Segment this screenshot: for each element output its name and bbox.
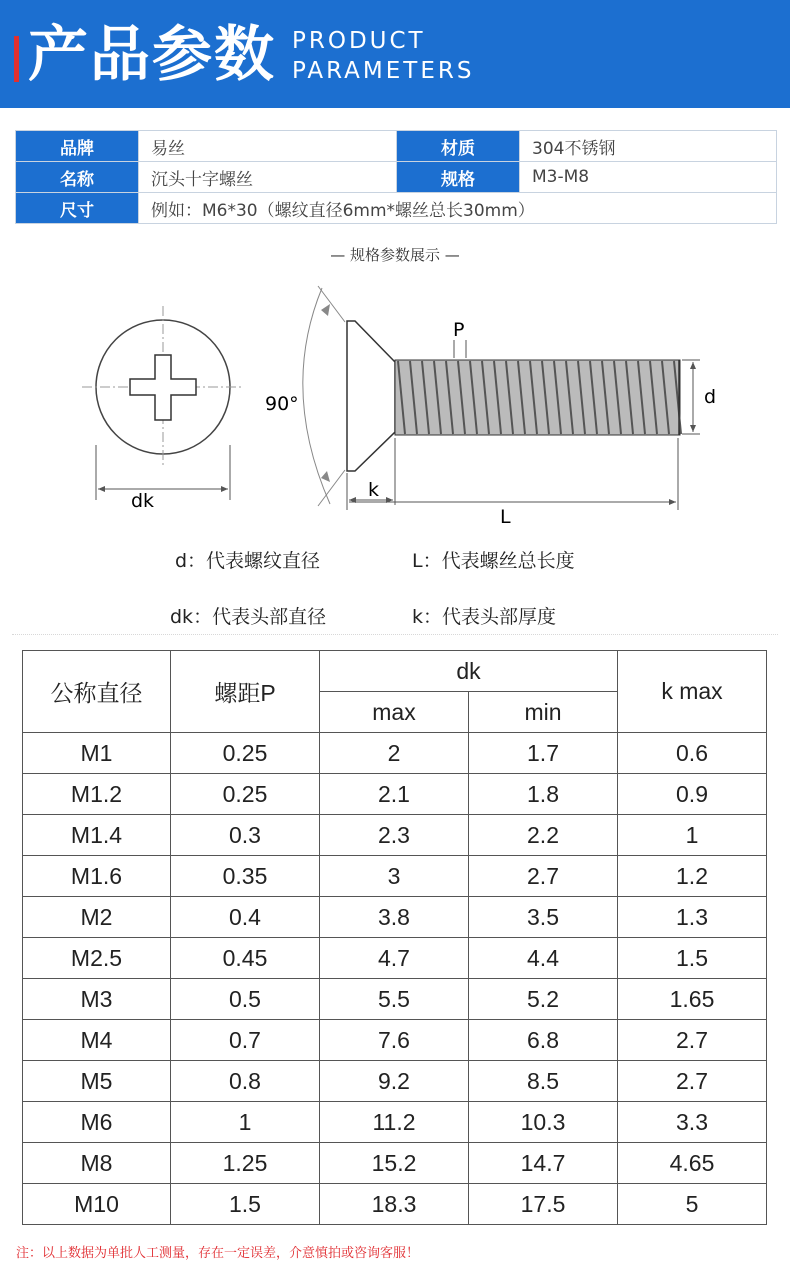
cell-pitch: 1 [171, 1102, 320, 1143]
material-label: 材质 [397, 131, 520, 162]
cell-nominal: M5 [23, 1061, 171, 1102]
cell-kmax: 1.5 [618, 938, 767, 979]
cell-kmax: 0.6 [618, 733, 767, 774]
cell-pitch: 0.7 [171, 1020, 320, 1061]
table-row [23, 1184, 767, 1225]
cell-pitch: 1.5 [171, 1184, 320, 1225]
cell-dk-min: 2.7 [469, 856, 618, 897]
k-label: k [368, 479, 380, 501]
cell-nominal: M6 [23, 1102, 171, 1143]
spec-value: M3-M8 [520, 162, 777, 193]
params-row [16, 162, 777, 193]
spec-table-body [23, 733, 767, 1225]
page-title-en-line2: PARAMETERS [292, 58, 475, 84]
legend-dk: dk：代表头部直径 [170, 606, 327, 628]
diagram-title: — 规格参数展示 — [330, 246, 460, 264]
legend-d: d：代表螺纹直径 [175, 550, 321, 572]
params-row [16, 131, 777, 162]
cell-nominal: M4 [23, 1020, 171, 1061]
cell-nominal: M1.2 [23, 774, 171, 815]
cell-kmax: 1.65 [618, 979, 767, 1020]
cell-dk-max: 18.3 [320, 1184, 469, 1225]
cell-nominal: M2 [23, 897, 171, 938]
spec-label: 规格 [397, 162, 520, 193]
cell-nominal: M1.4 [23, 815, 171, 856]
cell-nominal: M10 [23, 1184, 171, 1225]
screw-diagram [0, 270, 790, 530]
material-value: 304不锈钢 [520, 131, 777, 162]
header-dk: dk [320, 651, 618, 692]
dk-label: dk [131, 490, 155, 512]
cell-dk-min: 6.8 [469, 1020, 618, 1061]
angle-label: 90° [265, 393, 299, 415]
header-nominal: 公称直径 [23, 651, 171, 733]
brand-label: 品牌 [16, 131, 139, 162]
head-top-view [82, 306, 244, 500]
cell-dk-max: 7.6 [320, 1020, 469, 1061]
spec-table [22, 650, 767, 1225]
table-row [23, 938, 767, 979]
cell-kmax: 4.65 [618, 1143, 767, 1184]
accent-bar [14, 36, 19, 82]
cell-dk-min: 8.5 [469, 1061, 618, 1102]
cell-kmax: 0.9 [618, 774, 767, 815]
page-title-en-line1: PRODUCT [292, 28, 426, 54]
cell-dk-max: 5.5 [320, 979, 469, 1020]
divider [12, 634, 778, 635]
header-dk-max: max [320, 692, 469, 733]
cell-nominal: M1.6 [23, 856, 171, 897]
cell-kmax: 2.7 [618, 1020, 767, 1061]
cell-kmax: 1.3 [618, 897, 767, 938]
table-row [23, 897, 767, 938]
cell-dk-max: 4.7 [320, 938, 469, 979]
cell-dk-min: 14.7 [469, 1143, 618, 1184]
cell-dk-min: 3.5 [469, 897, 618, 938]
header-banner [0, 0, 790, 108]
cell-pitch: 0.8 [171, 1061, 320, 1102]
header-pitch: 螺距P [171, 651, 320, 733]
cell-dk-max: 3 [320, 856, 469, 897]
footer-note: 注：以上数据为单批人工测量，存在一定误差，介意慎拍或咨询客服！ [16, 1246, 420, 1261]
cell-pitch: 0.4 [171, 897, 320, 938]
cell-pitch: 0.25 [171, 774, 320, 815]
cell-pitch: 0.3 [171, 815, 320, 856]
cell-kmax: 2.7 [618, 1061, 767, 1102]
cell-dk-min: 10.3 [469, 1102, 618, 1143]
cell-pitch: 0.25 [171, 733, 320, 774]
table-row [23, 774, 767, 815]
cell-dk-min: 1.7 [469, 733, 618, 774]
params-row [16, 193, 777, 224]
cell-nominal: M2.5 [23, 938, 171, 979]
name-value: 沉头十字螺丝 [139, 162, 397, 193]
cell-kmax: 5 [618, 1184, 767, 1225]
cell-nominal: M3 [23, 979, 171, 1020]
cell-pitch: 1.25 [171, 1143, 320, 1184]
size-label: 尺寸 [16, 193, 139, 224]
brand-value: 易丝 [139, 131, 397, 162]
cell-dk-max: 2.3 [320, 815, 469, 856]
cell-dk-max: 2 [320, 733, 469, 774]
size-value: 例如：M6*30（螺纹直径6mm*螺丝总长30mm） [139, 193, 777, 224]
cell-dk-max: 9.2 [320, 1061, 469, 1102]
cell-pitch: 0.45 [171, 938, 320, 979]
table-row [23, 1102, 767, 1143]
screw-side-view [303, 286, 700, 510]
cell-nominal: M1 [23, 733, 171, 774]
cell-dk-min: 5.2 [469, 979, 618, 1020]
table-row [23, 1143, 767, 1184]
page-title: 产品参数 [28, 20, 276, 90]
cell-dk-min: 17.5 [469, 1184, 618, 1225]
cell-dk-min: 2.2 [469, 815, 618, 856]
pitch-label: P [453, 319, 465, 341]
table-row [23, 733, 767, 774]
cell-dk-max: 3.8 [320, 897, 469, 938]
header-dk-min: min [469, 692, 618, 733]
cell-dk-min: 1.8 [469, 774, 618, 815]
cell-dk-min: 4.4 [469, 938, 618, 979]
cell-kmax: 1 [618, 815, 767, 856]
name-label: 名称 [16, 162, 139, 193]
table-row [23, 1020, 767, 1061]
table-row [23, 979, 767, 1020]
cell-pitch: 0.35 [171, 856, 320, 897]
spec-header-row [23, 651, 767, 692]
legend-k: k：代表头部厚度 [412, 606, 557, 628]
cell-pitch: 0.5 [171, 979, 320, 1020]
cell-kmax: 1.2 [618, 856, 767, 897]
header-kmax: k max [618, 651, 767, 733]
legend-l: L：代表螺丝总长度 [412, 550, 575, 572]
table-row [23, 1061, 767, 1102]
cell-dk-max: 2.1 [320, 774, 469, 815]
l-label: L [500, 506, 511, 528]
d-label: d [704, 386, 717, 408]
cell-dk-max: 11.2 [320, 1102, 469, 1143]
product-params-table [15, 130, 777, 224]
table-row [23, 815, 767, 856]
table-row [23, 856, 767, 897]
cell-nominal: M8 [23, 1143, 171, 1184]
cell-kmax: 3.3 [618, 1102, 767, 1143]
cell-dk-max: 15.2 [320, 1143, 469, 1184]
